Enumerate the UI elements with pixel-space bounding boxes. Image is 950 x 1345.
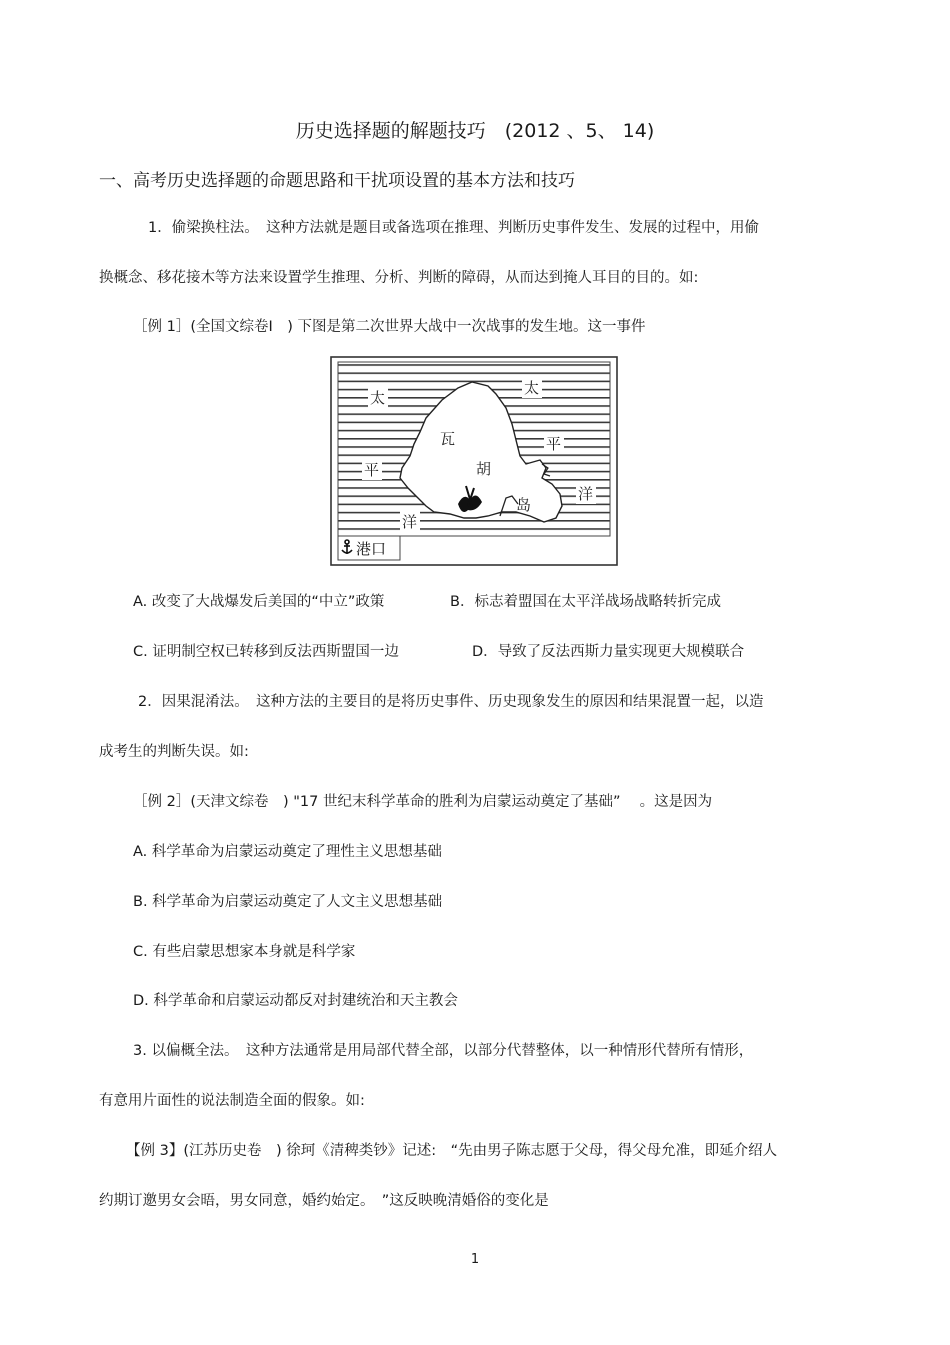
example2-stem: ［例 2］(天津文综卷 ) "17 世纪末科学革命的胜利为启蒙运动奠定了基础” 。这是因为	[133, 794, 713, 810]
page-number: 1	[470, 1252, 480, 1267]
method1-line2: 换概念、移花接木等方法来设置学生推理、分析、判断的障碍，从而达到掩人耳目的目的。如:	[99, 270, 699, 286]
map-label-tai-east: 太	[524, 379, 540, 397]
example2-option-b: B. 科学革命为启蒙运动奠定了人文主义思想基础	[133, 894, 443, 910]
example2-option-d: D. 科学革命和启蒙运动都反对封建统治和天主教会	[133, 993, 458, 1009]
map-label-wa: 瓦	[440, 430, 456, 448]
example2-option-a: A. 科学革命为启蒙运动奠定了理性主义思想基础	[133, 844, 442, 860]
method3-line1: 3. 以偏概全法。 这种方法通常是用局部代替全部，以部分代替整体，以一种情形代替所有情形，	[133, 1043, 754, 1059]
example2-option-c: C. 有些启蒙思想家本身就是科学家	[133, 944, 356, 960]
method3-line2: 有意用片面性的说法制造全面的假象。如:	[99, 1093, 365, 1109]
page-title: 历史选择题的解题技巧 (2012 、5、 14)	[295, 120, 655, 142]
legend-label: 港口	[356, 540, 387, 558]
map-label-ping-east: 平	[546, 435, 562, 453]
example3-line2: 约期订邀男女会晤，男女同意，婚约始定。 ”这反映晚清婚俗的变化是	[99, 1193, 549, 1209]
example3-line1: 【例 3】(江苏历史卷 ) 徐珂《清稗类钞》记述: “先由男子陈志愿于父母，得父母允准，即延介绍人	[126, 1143, 778, 1159]
oahu-map	[330, 356, 618, 566]
method1-line1: 1．偷梁换柱法。 这种方法就是题目或备选项在推理、判断历史事件发生、发展的过程中，用偷	[148, 220, 759, 236]
section-heading: 一、高考历史选择题的命题思路和干扰项设置的基本方法和技巧	[99, 171, 575, 191]
oahu-map-figure	[330, 356, 618, 566]
method2-line2: 成考生的判断失误。如:	[99, 744, 249, 760]
example1-option-b: B．标志着盟国在太平洋战场战略转折完成	[450, 594, 721, 610]
map-label-dao: 岛	[516, 496, 532, 514]
map-label-yang-west: 洋	[402, 513, 418, 531]
example1-option-c: C. 证明制空权已转移到反法西斯盟国一边	[133, 644, 399, 660]
map-label-yang-east: 洋	[578, 485, 594, 503]
map-label-ping-west: 平	[364, 461, 380, 479]
method2-line1: 2．因果混淆法。 这种方法的主要目的是将历史事件、历史现象发生的原因和结果混置一起，以造	[138, 694, 764, 710]
example1-option-a: A. 改变了大战爆发后美国的“中立”政策	[133, 594, 385, 610]
map-label-hu: 胡	[476, 460, 492, 478]
example1-option-d: D．导致了反法西斯力量实现更大规模联合	[472, 644, 745, 660]
example1-stem: ［例 1］(全国文综卷Ⅰ ) 下图是第二次世界大战中一次战事的发生地。这一事件	[133, 319, 646, 335]
map-label-tai-west: 太	[370, 389, 386, 407]
